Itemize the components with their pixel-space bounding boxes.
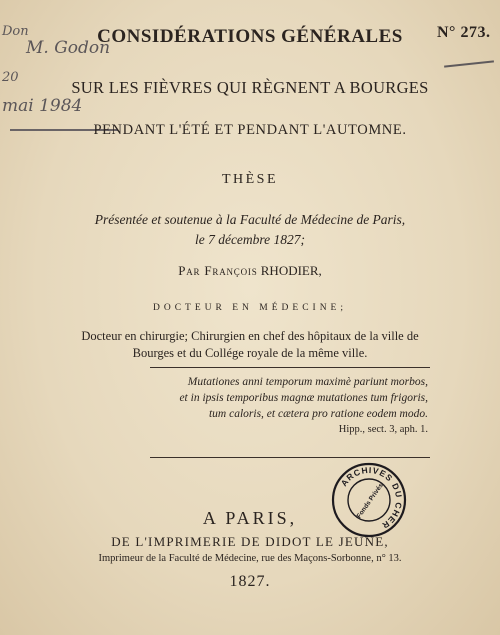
epigraph-bottom-rule xyxy=(150,457,430,458)
stamp-center-text: Fonds Privés xyxy=(355,482,385,520)
epigraph-line-3: tum caloris, et cætera pro ratione eodem modo. xyxy=(208,408,428,420)
imprint-city: A PARIS, xyxy=(202,508,298,528)
imprint-printer-detail: Imprimeur de la Faculté de Médecine, rue des Maçons-Sorbonne, n° 13. xyxy=(98,553,402,564)
pencil-flourish xyxy=(444,60,494,67)
epigraph-top-rule xyxy=(150,367,430,368)
author-name: RHODIER, xyxy=(260,263,322,278)
description-line-1: Docteur en chirurgie; Chirurgien en chef des hôpitaux de la ville de xyxy=(81,329,419,343)
these-heading: THÈSE xyxy=(221,172,279,187)
handwritten-note-line-1: Don xyxy=(2,24,29,39)
degree-line: DOCTEUR EN MÉDECINE; xyxy=(153,303,347,313)
epigraph xyxy=(179,374,428,438)
title-line-2: SUR LES FIÈVRES QUI RÈGNENT A BOURGES xyxy=(71,78,429,97)
imprint-year: 1827. xyxy=(229,573,271,590)
stamp-ring-text: ARCHIVES DU CHER xyxy=(338,464,405,532)
epigraph-line-2: et in ipsis temporibus magnæ mutationes tum frigoris, xyxy=(179,392,428,404)
description-line-2: Bourges et du Collége royale de la même ville. xyxy=(132,346,368,360)
epigraph-line-1: Mutationes anni temporum maximè pariunt morbos, xyxy=(187,376,428,388)
presentation-line-1: Présentée et soutenue à la Faculté de Médecine de Paris, xyxy=(94,212,406,227)
presentation-line-2: le 7 décembre 1827; xyxy=(194,232,306,247)
title-line-3: PENDANT L'ÉTÉ ET PENDANT L'AUTOMNE. xyxy=(93,122,407,138)
author-line xyxy=(0,263,500,279)
author-prefix: Par François xyxy=(178,263,258,278)
title-line-1: CONSIDÉRATIONS GÉNÉRALES xyxy=(97,26,403,47)
catalog-number: N° 273. xyxy=(437,24,491,41)
handwritten-note-line-2: M. Godon xyxy=(26,38,111,58)
imprint-printer: DE L'IMPRIMERIE DE DIDOT LE JEUNE, xyxy=(111,534,389,549)
handwritten-note-line-3: 20 xyxy=(2,70,19,85)
handwritten-note-line-4: mai 1984 xyxy=(2,96,83,116)
epigraph-reference: Hipp., sect. 3, aph. 1. xyxy=(338,424,428,435)
